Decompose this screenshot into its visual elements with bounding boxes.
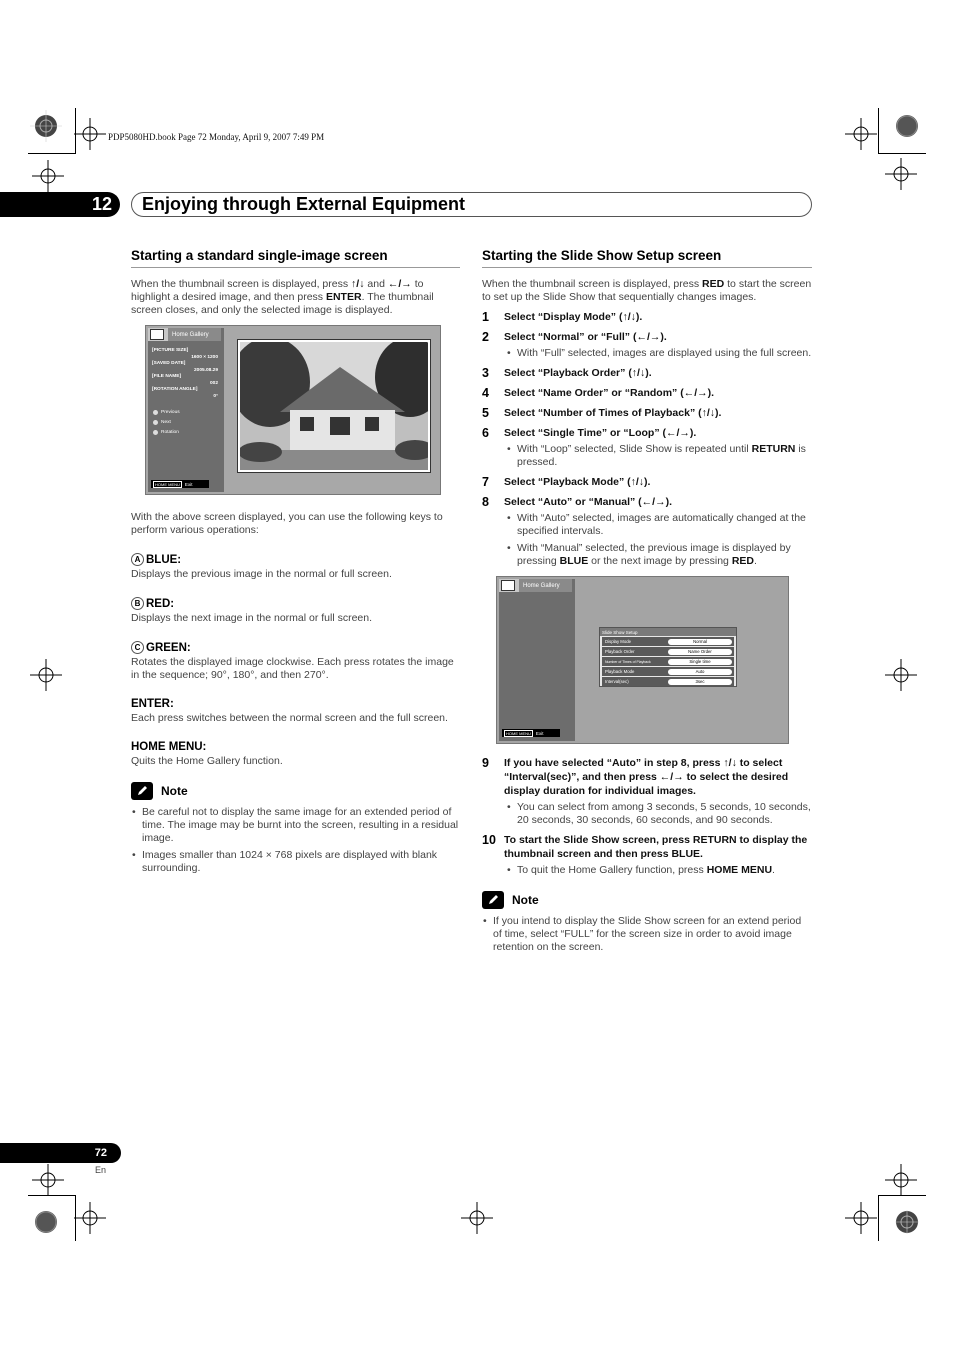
setup-row: Interval(sec) 3sec [602,677,734,686]
list-item: • Be careful not to display the same image for an extended period of time. The image may be burnt into the screen, resulting in a residual image. [131,806,460,845]
step-5: 5 Select “Number of Times of Playback” (↑/↓). [482,406,722,420]
image-info: [PICTURE SIZE] 1600 × 1200 [SAVED DATE] 2005.08.29 [FILE NAME] 002 [ROTATION ANGLE] 0° [152,348,218,399]
step-2: 2 Select “Normal” or “Full” (←/→). [482,330,667,344]
registration-mark-icon [16,1192,76,1252]
print-header: PDP5080HD.book Page 72 Monday, April 9, 2007 7:49 PM [108,132,325,142]
list-item: • With “Auto” selected, images are automatically changed at the specified intervals. [506,512,812,538]
note-heading: Note [482,891,812,909]
option-previous: Previous [153,410,180,415]
setup-row: Display Mode Normal [602,637,734,646]
key-home-menu-heading: HOME MENU: [131,741,207,753]
red-button-icon [153,420,158,425]
key-blue-desc: Displays the previous image in the normal or full screen. [131,568,392,580]
setup-title: Slide Show Setup [600,628,736,636]
crosshair-mark-icon [16,645,76,705]
key-green-desc: Rotates the displayed image clockwise. Each press rotates the image in the sequence; 90°, 180°, and then 270°. [131,656,454,681]
step-9-notes [506,801,812,827]
gallery-icon [150,329,164,340]
step-10-notes [506,864,812,877]
list-item: • To quit the Home Gallery function, press HOME MENU. [506,864,812,877]
note-heading: Note [131,782,460,800]
exit-hint: HOME MENU Exit [151,480,209,488]
page-number: 72 [0,1143,121,1163]
photo-house [238,340,430,472]
step-6: 6 Select “Single Time” or “Loop” (←/→). [482,426,697,440]
note-list [482,915,812,954]
step-8-notes [506,512,812,568]
after-screen-text: With the above screen displayed, you can use the following keys to perform various operations: [131,511,443,536]
crosshair-mark-icon [871,645,931,705]
list-item: • You can select from among 3 seconds, 5 seconds, 10 seconds, 20 seconds, 30 seconds, 60 seconds, and 90 seconds. [506,801,812,827]
screen-tab: Home Gallery [148,328,221,341]
step-6-notes [506,443,812,469]
setup-row: Number of Times of Playback Single time [602,657,734,666]
key-home-menu-desc: Quits the Home Gallery function. [131,755,283,767]
a-button-icon: A [131,553,144,566]
registration-mark-icon [877,1192,937,1252]
setup-row: Playback Order Name Order [602,647,734,656]
screen-sidebar [499,579,575,741]
step-7: 7 Select “Playback Mode” (↑/↓). [482,475,651,489]
crosshair-mark-icon [871,144,931,204]
step-10: 10 To start the Slide Show screen, press RETURN to display the thumbnail screen and then press BLUE. [482,833,808,860]
key-red-heading: B RED: [131,597,460,610]
intro-text: When the thumbnail screen is displayed, press RED to start the screen to set up the Slide Show that sequentially changes images. [482,278,812,303]
step-2-notes [506,347,812,360]
list-item: • Images smaller than 1024 × 768 pixels are displayed with blank surrounding. [131,849,460,875]
single-image-screen [145,325,441,495]
step-9: 9 If you have selected “Auto” in step 8, press ↑/↓ to select “Interval(sec)”, and then press ←/→ to select the desired display duration for individual images. [482,756,789,797]
step-3: 3 Select “Playback Order” (↑/↓). [482,366,652,380]
key-blue-heading: A BLUE: [131,553,460,566]
chapter-number: 12 [0,192,120,217]
pencil-icon [482,891,504,909]
intro-text: When the thumbnail screen is displayed, press ↑/↓ and ←/→ to highlight a desired image, and then press ENTER. The thumbnail screen closes, and only the selected image is displayed. [131,278,434,316]
setup-row: Playback Mode Auto [602,667,734,676]
option-next: Next [153,420,171,425]
right-column [482,248,812,958]
blue-button-icon [153,410,158,415]
step-8: 8 Select “Auto” or “Manual” (←/→). [482,495,673,509]
screen-tab: Home Gallery [499,579,572,592]
list-item: • With “Manual” selected, the previous image is displayed by pressing BLUE or the next image by pressing RED. [506,542,812,568]
gallery-icon [501,580,515,591]
setup-panel [599,627,737,687]
green-button-icon [153,430,158,435]
key-enter-heading: ENTER: [131,698,174,710]
c-button-icon: C [131,641,144,654]
left-column [131,248,460,879]
note-list [131,806,460,875]
section-heading: Starting the Slide Show Setup screen [482,248,812,268]
step-1: 1 Select “Display Mode” (↑/↓). [482,310,643,324]
key-green-heading: C GREEN: [131,641,460,654]
slide-show-setup-screen [496,576,789,744]
list-item: • With “Loop” selected, Slide Show is repeated until RETURN is pressed. [506,443,812,469]
chapter-title: Enjoying through External Equipment [131,192,812,217]
exit-hint: HOME MENU Exit [502,729,560,737]
section-heading: Starting a standard single-image screen [131,248,460,268]
crosshair-mark-icon [447,1188,507,1248]
option-rotation: Rotation [153,430,179,435]
page-language: En [95,1165,107,1175]
key-red-desc: Displays the next image in the normal or full screen. [131,612,373,624]
list-item: • With “Full” selected, images are displayed using the full screen. [506,347,812,360]
pencil-icon [131,782,153,800]
step-4: 4 Select “Name Order” or “Random” (←/→). [482,386,715,400]
key-enter-desc: Each press switches between the normal screen and the full screen. [131,712,448,724]
list-item: • If you intend to display the Slide Show screen for an extend period of time, select “FULL” for the screen size in order to avoid image retention on the screen. [482,915,812,954]
b-button-icon: B [131,597,144,610]
